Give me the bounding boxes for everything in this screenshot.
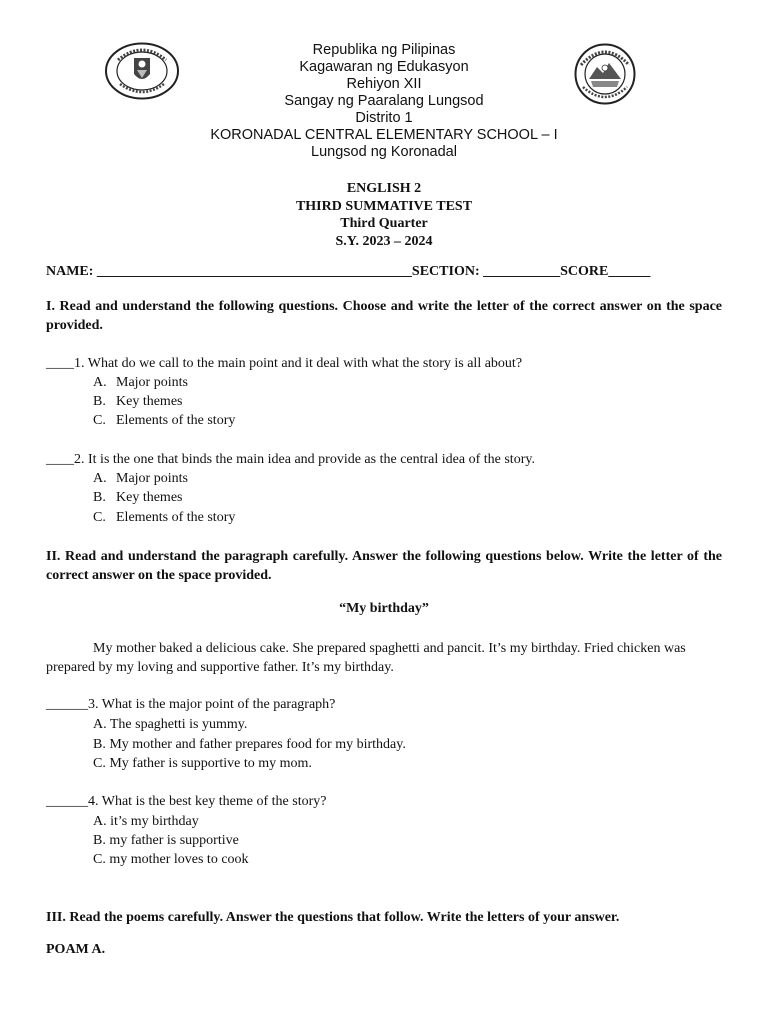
part3-instruction: III. Read the poems carefully. Answer the questions that follow. Write the letters of your answer. [46, 910, 620, 925]
header-line-city: Lungsod ng Koronadal [311, 144, 457, 160]
q1-option-c[interactable]: C. Elements of the story [93, 413, 236, 428]
q1-option-a[interactable]: A. Major points [93, 375, 188, 390]
test-name: THIRD SUMMATIVE TEST [295, 198, 473, 214]
name-section-score-line[interactable]: NAME: _____________________________________________SECTION: ___________SCORE______ [46, 264, 651, 279]
quarter-label: Third Quarter [340, 216, 428, 231]
q2-option-a[interactable]: A. Major points [93, 471, 188, 486]
part2-instruction: II. Read and understand the paragraph carefully. Answer the following questions below. Write the letter of the correct answer on the space provided. [46, 549, 722, 583]
header-line-region: Rehiyon XII [346, 76, 422, 92]
q3-option-b[interactable]: B. My mother and father prepares food for my birthday. [93, 737, 406, 752]
question-1: ____1. What do we call to the main point and it deal with what the story is all about? [46, 356, 523, 371]
q4-option-b[interactable]: B. my father is supportive [93, 833, 239, 848]
q1-option-b[interactable]: B. Key themes [93, 394, 183, 409]
q4-option-c[interactable]: C. my mother loves to cook [93, 852, 249, 867]
question-3: ______3. What is the major point of the paragraph? [46, 697, 336, 712]
school-year: S.Y. 2023 – 2024 [335, 233, 433, 249]
subject-title: ENGLISH 2 [346, 181, 422, 196]
poem-a-label: POAM A. [46, 942, 106, 957]
q3-option-a[interactable]: A. The spaghetti is yummy. [93, 717, 248, 732]
story-paragraph: My mother baked a delicious cake. She prepared spaghetti and pancit. It’s my birthday. Fried chicken was prepared by my loving and supportive father. It’s my birthday. [46, 641, 686, 675]
header-line-district: Distrito 1 [355, 110, 413, 126]
header-line-division: Sangay ng Paaralang Lungsod [284, 93, 484, 109]
story-title: “My birthday” [339, 601, 429, 616]
header-line-department: Kagawaran ng Edukasyon [299, 59, 469, 75]
q4-option-a[interactable]: A. it’s my birthday [93, 814, 199, 829]
q2-option-c[interactable]: C. Elements of the story [93, 510, 236, 525]
question-4: ______4. What is the best key theme of the story? [46, 794, 327, 809]
header-line-school: KORONADAL CENTRAL ELEMENTARY SCHOOL – I [210, 127, 558, 143]
part1-instruction: I. Read and understand the following questions. Choose and write the letter of the correct answer on the space provided. [46, 299, 722, 333]
question-2: ____2. It is the one that binds the main idea and provide as the central idea of the story. [46, 452, 535, 467]
test-title [0, 180, 768, 250]
q3-option-c[interactable]: C. My father is supportive to my mom. [93, 756, 312, 771]
header-line-republic: Republika ng Pilipinas [312, 42, 456, 58]
school-header [0, 42, 768, 161]
q2-option-b[interactable]: B. Key themes [93, 490, 183, 505]
